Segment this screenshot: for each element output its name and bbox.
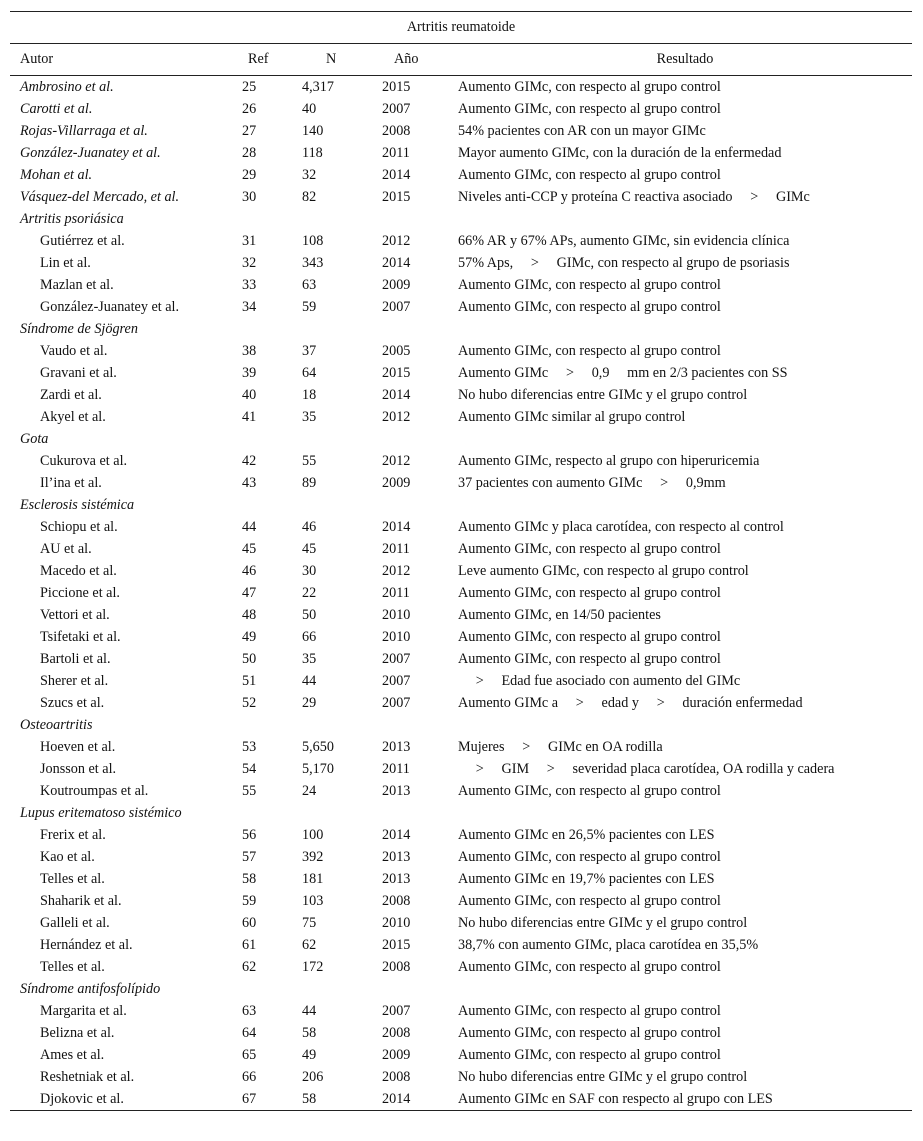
- cell-ano: 2014: [382, 826, 411, 843]
- cell-autor: Koutroumpas et al.: [40, 782, 149, 799]
- cell-n: 343: [302, 254, 324, 271]
- cell-resultado: Aumento GIMc, en 14/50 pacientes: [458, 606, 661, 623]
- table-row: [10, 472, 912, 494]
- table-row: [10, 516, 912, 538]
- cell-autor: González-Juanatey et al.: [40, 298, 180, 315]
- cell-resultado: Mayor aumento GIMc, con la duración de la enfermedad: [458, 144, 782, 161]
- cell-ano: 2008: [382, 122, 411, 139]
- table-row: [10, 252, 912, 274]
- cell-n: 206: [302, 1068, 324, 1085]
- cell-resultado: > Edad fue asociado con aumento del GIMc: [458, 672, 741, 689]
- cell-ano: 2015: [382, 364, 411, 381]
- cell-ref: 39: [242, 364, 257, 381]
- cell-ref: 44: [242, 518, 257, 535]
- cell-ref: 64: [242, 1024, 257, 1041]
- cell-n: 82: [302, 188, 317, 205]
- table-row: [10, 538, 912, 560]
- cell-autor: Kao et al.: [40, 848, 95, 865]
- section-row: [10, 208, 912, 230]
- header-ref: Ref: [242, 44, 302, 76]
- table-row: [10, 846, 912, 868]
- cell-resultado: No hubo diferencias entre GIMc y el grupo control: [458, 386, 748, 403]
- table-row: [10, 604, 912, 626]
- header-resultado: Resultado: [458, 44, 912, 76]
- table-row: [10, 76, 912, 99]
- cell-ref: 38: [242, 342, 257, 359]
- cell-ref: 55: [242, 782, 257, 799]
- table-body: [10, 76, 912, 1111]
- cell-autor: Jonsson et al.: [40, 760, 117, 777]
- table-row: [10, 406, 912, 428]
- cell-ref: 56: [242, 826, 257, 843]
- cell-ref: 27: [242, 122, 257, 139]
- table-row: [10, 362, 912, 384]
- cell-ref: 32: [242, 254, 257, 271]
- cell-ref: 51: [242, 672, 257, 689]
- header-ano: Año: [382, 44, 458, 76]
- cell-autor: Telles et al.: [40, 870, 105, 887]
- cell-ref: 65: [242, 1046, 257, 1063]
- cell-autor: Vaudo et al.: [40, 342, 108, 359]
- cell-resultado: Aumento GIMc, con respecto al grupo control: [458, 628, 721, 645]
- cell-n: 75: [302, 914, 317, 931]
- table-row: [10, 384, 912, 406]
- table-row: [10, 692, 912, 714]
- cell-autor: Telles et al.: [40, 958, 105, 975]
- cell-ref: 42: [242, 452, 257, 469]
- cell-n: 44: [302, 672, 317, 689]
- cell-autor: Shaharik et al.: [40, 892, 122, 909]
- cell-n: 40: [302, 100, 317, 117]
- cell-ano: 2009: [382, 474, 411, 491]
- cell-resultado: Aumento GIMc, con respecto al grupo control: [458, 584, 721, 601]
- cell-resultado: 54% pacientes con AR con un mayor GIMc: [458, 122, 706, 139]
- cell-ref: 66: [242, 1068, 257, 1085]
- table-row: [10, 956, 912, 978]
- table-row: [10, 340, 912, 362]
- table-row: [10, 1066, 912, 1088]
- table-row: [10, 142, 912, 164]
- cell-autor: Tsifetaki et al.: [40, 628, 121, 645]
- cell-ano: 2013: [382, 848, 411, 865]
- cell-autor: Carotti et al.: [20, 100, 93, 117]
- cell-resultado: No hubo diferencias entre GIMc y el grupo control: [458, 1068, 748, 1085]
- cell-n: 58: [302, 1024, 317, 1041]
- cell-n: 35: [302, 408, 317, 425]
- cell-resultado: 57% Aps, > GIMc, con respecto al grupo de psoriasis: [458, 254, 790, 271]
- cell-ano: 2015: [382, 78, 411, 95]
- section-row: [10, 318, 912, 340]
- cell-autor: Vettori et al.: [40, 606, 110, 623]
- cell-resultado: Aumento GIMc en SAF con respecto al grupo con LES: [458, 1088, 912, 1111]
- cell-ref: 62: [242, 958, 257, 975]
- cell-ano: 2011: [382, 144, 410, 161]
- table-row: [10, 274, 912, 296]
- cell-n: 45: [302, 540, 317, 557]
- cell-autor: AU et al.: [40, 540, 92, 557]
- cell-autor: Lin et al.: [40, 254, 91, 271]
- section-label: Síndrome de Sjögren: [20, 320, 138, 337]
- table-row: [10, 758, 912, 780]
- table-row: [10, 626, 912, 648]
- cell-resultado: Aumento GIMc, con respecto al grupo control: [458, 1002, 721, 1019]
- cell-resultado: Niveles anti-CCP y proteína C reactiva asociado > GIMc: [458, 188, 810, 205]
- section-row: [10, 714, 912, 736]
- cell-ref: 47: [242, 584, 257, 601]
- cell-n: 35: [302, 650, 317, 667]
- cell-resultado: Aumento GIMc > 0,9 mm en 2/3 pacientes con SS: [458, 364, 788, 381]
- cell-autor: González-Juanatey et al.: [20, 144, 161, 161]
- cell-n: 62: [302, 936, 317, 953]
- cell-ref: 49: [242, 628, 257, 645]
- cell-autor: Mohan et al.: [20, 166, 93, 183]
- table-row: [10, 120, 912, 142]
- cell-ano: 2013: [382, 782, 411, 799]
- cell-autor: Vásquez-del Mercado, et al.: [20, 188, 180, 205]
- cell-ano: 2007: [382, 298, 411, 315]
- section-label: Gota: [20, 430, 49, 447]
- cell-n: 108: [302, 232, 324, 249]
- cell-autor: Margarita et al.: [40, 1002, 127, 1019]
- table-row: [10, 1044, 912, 1066]
- cell-resultado: Aumento GIMc, respecto al grupo con hiperuricemia: [458, 452, 760, 469]
- cell-ano: 2011: [382, 540, 410, 557]
- cell-ref: 30: [242, 188, 257, 205]
- cell-ano: 2014: [382, 1088, 458, 1111]
- cell-n: 5,170: [302, 760, 334, 777]
- cell-autor: Mazlan et al.: [40, 276, 114, 293]
- results-table: [10, 11, 912, 1111]
- cell-ref: 34: [242, 298, 257, 315]
- cell-ano: 2014: [382, 254, 411, 271]
- cell-autor: Reshetniak et al.: [40, 1068, 135, 1085]
- table-row: [10, 1088, 912, 1111]
- cell-ano: 2007: [382, 1002, 411, 1019]
- cell-resultado: Aumento GIMc, con respecto al grupo control: [458, 540, 721, 557]
- cell-resultado: Aumento GIMc, con respecto al grupo control: [458, 298, 721, 315]
- cell-n: 4,317: [302, 78, 334, 95]
- cell-ano: 2007: [382, 650, 411, 667]
- cell-n: 89: [302, 474, 317, 491]
- cell-ref: 52: [242, 694, 257, 711]
- cell-n: 64: [302, 364, 317, 381]
- cell-resultado: Aumento GIMc, con respecto al grupo control: [458, 276, 721, 293]
- cell-n: 103: [302, 892, 324, 909]
- cell-resultado: Aumento GIMc, con respecto al grupo control: [458, 78, 721, 95]
- cell-resultado: Aumento GIMc, con respecto al grupo control: [458, 100, 721, 117]
- table-row: [10, 890, 912, 912]
- table-row: [10, 560, 912, 582]
- cell-resultado: 66% AR y 67% APs, aumento GIMc, sin evidencia clínica: [458, 232, 790, 249]
- cell-n: 29: [302, 694, 317, 711]
- cell-ref: 33: [242, 276, 257, 293]
- cell-ref: 41: [242, 408, 257, 425]
- cell-ref: 50: [242, 650, 257, 667]
- cell-n: 32: [302, 166, 317, 183]
- cell-ano: 2011: [382, 760, 410, 777]
- table-row: [10, 868, 912, 890]
- cell-ano: 2008: [382, 892, 411, 909]
- table-row: [10, 582, 912, 604]
- cell-autor: Akyel et al.: [40, 408, 106, 425]
- table-row: [10, 186, 912, 208]
- table-row: [10, 98, 912, 120]
- cell-n: 50: [302, 606, 317, 623]
- cell-ref: 25: [242, 78, 257, 95]
- cell-autor: Ambrosino et al.: [20, 78, 114, 95]
- cell-autor: Szucs et al.: [40, 694, 105, 711]
- table-row: [10, 164, 912, 186]
- cell-n: 140: [302, 122, 324, 139]
- cell-autor: Piccione et al.: [40, 584, 120, 601]
- cell-ano: 2015: [382, 936, 411, 953]
- cell-ref: 48: [242, 606, 257, 623]
- cell-autor: Hoeven et al.: [40, 738, 116, 755]
- cell-n: 66: [302, 628, 317, 645]
- cell-ano: 2013: [382, 738, 411, 755]
- cell-ano: 2008: [382, 1068, 411, 1085]
- cell-autor: Hernández et al.: [40, 936, 133, 953]
- table-caption: Artritis reumatoide: [10, 12, 912, 44]
- cell-ref: 40: [242, 386, 257, 403]
- cell-resultado: Mujeres > GIMc en OA rodilla: [458, 738, 663, 755]
- table-row: [10, 230, 912, 252]
- cell-n: 59: [302, 298, 317, 315]
- cell-n: 18: [302, 386, 317, 403]
- cell-ano: 2010: [382, 914, 411, 931]
- cell-n: 46: [302, 518, 317, 535]
- section-label: Osteoartritis: [20, 716, 93, 733]
- cell-ano: 2010: [382, 628, 411, 645]
- table-row: [10, 912, 912, 934]
- table-row: [10, 648, 912, 670]
- cell-n: 63: [302, 276, 317, 293]
- table-caption-row: [10, 12, 912, 44]
- cell-n: 118: [302, 144, 323, 161]
- cell-autor: Macedo et al.: [40, 562, 117, 579]
- section-row: [10, 978, 912, 1000]
- cell-ano: 2012: [382, 562, 411, 579]
- section-row: [10, 802, 912, 824]
- cell-resultado: Leve aumento GIMc, con respecto al grupo control: [458, 562, 749, 579]
- cell-resultado: Aumento GIMc similar al grupo control: [458, 408, 686, 425]
- cell-ref: 29: [242, 166, 257, 183]
- header-n: N: [302, 44, 382, 76]
- cell-autor: Sherer et al.: [40, 672, 109, 689]
- table-row: [10, 450, 912, 472]
- cell-n: 37: [302, 342, 317, 359]
- cell-n: 30: [302, 562, 317, 579]
- cell-autor: Djokovic et al.: [10, 1088, 242, 1111]
- cell-resultado: Aumento GIMc, con respecto al grupo control: [458, 1024, 721, 1041]
- cell-autor: Ames et al.: [40, 1046, 105, 1063]
- cell-resultado: 37 pacientes con aumento GIMc > 0,9mm: [458, 474, 726, 491]
- cell-ano: 2012: [382, 232, 411, 249]
- cell-ano: 2007: [382, 672, 411, 689]
- cell-autor: Zardi et al.: [40, 386, 102, 403]
- cell-autor: Frerix et al.: [40, 826, 106, 843]
- cell-ano: 2015: [382, 188, 411, 205]
- cell-resultado: Aumento GIMc, con respecto al grupo control: [458, 848, 721, 865]
- cell-n: 181: [302, 870, 324, 887]
- cell-n: 58: [302, 1088, 382, 1111]
- cell-ano: 2008: [382, 958, 411, 975]
- cell-autor: Galleli et al.: [40, 914, 110, 931]
- cell-ref: 60: [242, 914, 257, 931]
- cell-resultado: Aumento GIMc, con respecto al grupo control: [458, 782, 721, 799]
- cell-ref: 53: [242, 738, 257, 755]
- cell-autor: Belizna et al.: [40, 1024, 115, 1041]
- cell-resultado: > GIM > severidad placa carotídea, OA rodilla y cadera: [458, 760, 835, 777]
- section-label: Lupus eritematoso sistémico: [20, 804, 182, 821]
- table-row: [10, 296, 912, 318]
- cell-ano: 2012: [382, 452, 411, 469]
- table-row: [10, 1000, 912, 1022]
- cell-resultado: Aumento GIMc, con respecto al grupo control: [458, 342, 721, 359]
- cell-n: 49: [302, 1046, 317, 1063]
- cell-ano: 2014: [382, 166, 411, 183]
- cell-n: 5,650: [302, 738, 334, 755]
- cell-ano: 2008: [382, 1024, 411, 1041]
- section-label: Esclerosis sistémica: [20, 496, 135, 513]
- cell-ref: 61: [242, 936, 257, 953]
- section-row: [10, 494, 912, 516]
- cell-ano: 2007: [382, 100, 411, 117]
- table-header-row: [10, 44, 912, 76]
- cell-ano: 2010: [382, 606, 411, 623]
- cell-autor: Gutiérrez et al.: [40, 232, 125, 249]
- cell-ano: 2009: [382, 1046, 411, 1063]
- cell-n: 100: [302, 826, 324, 843]
- cell-resultado: Aumento GIMc, con respecto al grupo control: [458, 650, 721, 667]
- table-row: [10, 824, 912, 846]
- cell-ref: 58: [242, 870, 257, 887]
- cell-autor: Bartoli et al.: [40, 650, 111, 667]
- cell-resultado: No hubo diferencias entre GIMc y el grupo control: [458, 914, 748, 931]
- cell-ref: 28: [242, 144, 257, 161]
- table-row: [10, 934, 912, 956]
- table-row: [10, 780, 912, 802]
- cell-ano: 2005: [382, 342, 411, 359]
- cell-resultado: Aumento GIMc, con respecto al grupo control: [458, 958, 721, 975]
- cell-ano: 2009: [382, 276, 411, 293]
- cell-ano: 2011: [382, 584, 410, 601]
- cell-ano: 2007: [382, 694, 411, 711]
- cell-n: 55: [302, 452, 317, 469]
- section-label: Artritis psoriásica: [20, 210, 124, 227]
- cell-ref: 45: [242, 540, 257, 557]
- table-container: [10, 11, 912, 1111]
- section-label: Síndrome antifosfolípido: [20, 980, 161, 997]
- cell-ano: 2014: [382, 518, 411, 535]
- section-row: [10, 428, 912, 450]
- cell-resultado: Aumento GIMc, con respecto al grupo control: [458, 166, 721, 183]
- cell-ref: 63: [242, 1002, 257, 1019]
- cell-n: 44: [302, 1002, 317, 1019]
- cell-n: 24: [302, 782, 317, 799]
- cell-resultado: Aumento GIMc, con respecto al grupo control: [458, 1046, 721, 1063]
- header-autor: Autor: [10, 44, 242, 76]
- table-row: [10, 1022, 912, 1044]
- cell-ano: 2012: [382, 408, 411, 425]
- cell-resultado: 38,7% con aumento GIMc, placa carotídea en 35,5%: [458, 936, 759, 953]
- table-row: [10, 670, 912, 692]
- cell-resultado: Aumento GIMc a > edad y > duración enfermedad: [458, 694, 803, 711]
- cell-resultado: Aumento GIMc en 26,5% pacientes con LES: [458, 826, 715, 843]
- cell-resultado: Aumento GIMc en 19,7% pacientes con LES: [458, 870, 715, 887]
- cell-autor: Il’ina et al.: [40, 474, 102, 491]
- cell-n: 172: [302, 958, 324, 975]
- cell-resultado: Aumento GIMc y placa carotídea, con respecto al control: [458, 518, 784, 535]
- cell-ref: 54: [242, 760, 257, 777]
- cell-n: 22: [302, 584, 317, 601]
- cell-ref: 57: [242, 848, 257, 865]
- table-row: [10, 736, 912, 758]
- cell-autor: Schiopu et al.: [40, 518, 118, 535]
- cell-autor: Rojas-Villarraga et al.: [20, 122, 148, 139]
- cell-ref: 43: [242, 474, 257, 491]
- cell-ano: 2014: [382, 386, 411, 403]
- cell-autor: Cukurova et al.: [40, 452, 128, 469]
- cell-ref: 46: [242, 562, 257, 579]
- cell-ref: 26: [242, 100, 257, 117]
- cell-ref: 67: [242, 1088, 302, 1111]
- cell-n: 392: [302, 848, 324, 865]
- cell-ref: 31: [242, 232, 257, 249]
- cell-autor: Gravani et al.: [40, 364, 117, 381]
- cell-resultado: Aumento GIMc, con respecto al grupo control: [458, 892, 721, 909]
- cell-ref: 59: [242, 892, 257, 909]
- cell-ano: 2013: [382, 870, 411, 887]
